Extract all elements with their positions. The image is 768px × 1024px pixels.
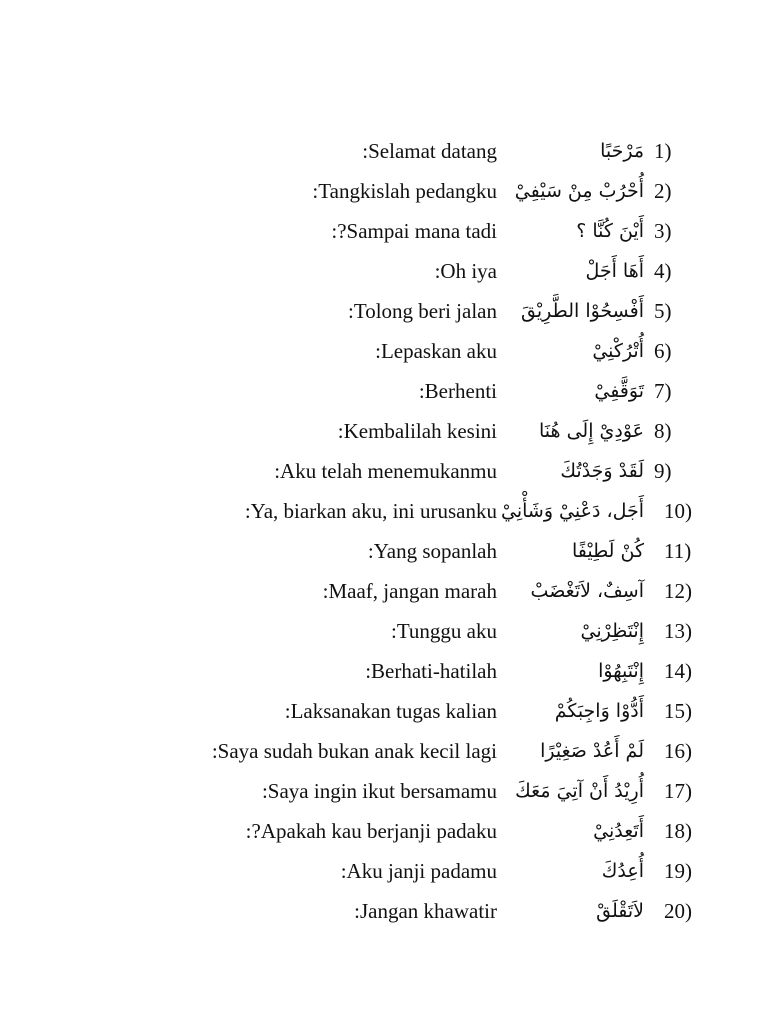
item-number: 19) (664, 859, 692, 883)
arabic-phrase: أَهَا أَجَلْ (585, 260, 644, 282)
item-number: 5) (654, 299, 672, 323)
arabic-phrase: لَمْ أَعُدْ صَغِيْرًا (540, 740, 644, 762)
arabic-phrase: أَفْسِحُوْا الطَّرِيْقَ (521, 300, 644, 322)
phrase-row (0, 257, 768, 297)
indonesian-meaning: :Maaf, jangan marah (322, 579, 497, 603)
arabic-phrase: أُرِيْدُ أَنْ آتِيَ مَعَكَ (515, 780, 644, 802)
arabic-phrase: عَوْدِيْ إِلَى هُنَا (538, 420, 644, 442)
arabic-phrase: لاَتَقْلَقْ (596, 900, 644, 922)
indonesian-meaning: :Aku janji padamu (340, 859, 497, 883)
item-number: 18) (664, 819, 692, 843)
phrase-row (0, 617, 768, 657)
indonesian-meaning: :Yang sopanlah (367, 539, 497, 563)
phrase-row (0, 377, 768, 417)
arabic-phrase: تَوَقَّفِيْ (594, 380, 644, 402)
arabic-phrase: آسِفٌ، لاَتَغْضَبْ (530, 580, 644, 602)
arabic-phrase: أَتَعِدُنِيْ (593, 820, 644, 842)
phrase-row (0, 537, 768, 577)
indonesian-meaning: :Aku telah menemukanmu (274, 459, 497, 483)
indonesian-meaning: :Saya sudah bukan anak kecil lagi (211, 739, 497, 763)
indonesian-meaning: :Tangkislah pedangku (312, 179, 497, 203)
phrase-row (0, 897, 768, 937)
phrase-row (0, 737, 768, 777)
arabic-phrase: إِنْتَبِهُوْا (598, 660, 644, 682)
phrase-row (0, 217, 768, 257)
indonesian-meaning: :Laksanakan tugas kalian (284, 699, 497, 723)
item-number: 2) (654, 179, 672, 203)
indonesian-meaning: :Tolong beri jalan (348, 299, 497, 323)
item-number: 14) (664, 659, 692, 683)
arabic-phrase: أُعِدُكَ (601, 860, 644, 882)
arabic-phrase: أَيْنَ كُنَّا ؟ (576, 220, 644, 242)
item-number: 8) (654, 419, 672, 443)
item-number: 20) (664, 899, 692, 923)
arabic-phrase: أُحْرُبْ مِنْ سَيْفِيْ (514, 180, 644, 202)
indonesian-meaning: :Tunggu aku (391, 619, 497, 643)
arabic-phrase: مَرْحَبًا (600, 140, 644, 162)
arabic-phrase: أُتْرُكْنِيْ (592, 340, 644, 362)
arabic-phrase: أَجَل، دَعْنِيْ وَشَأْنِيْ (500, 500, 644, 522)
arabic-phrase: كُنْ لَطِيْفًا (571, 540, 644, 562)
indonesian-meaning: :?Apakah kau berjanji padaku (245, 819, 497, 843)
item-number: 13) (664, 619, 692, 643)
item-number: 1) (654, 139, 672, 163)
phrase-row (0, 657, 768, 697)
item-number: 10) (664, 499, 692, 523)
indonesian-meaning: :?Sampai mana tadi (331, 219, 497, 243)
indonesian-meaning: :Berhenti (418, 379, 497, 403)
indonesian-meaning: :Kembalilah kesini (337, 419, 497, 443)
arabic-phrase: إِنْتَظِرْنِيْ (580, 620, 644, 642)
indonesian-meaning: :Saya ingin ikut bersamamu (261, 779, 497, 803)
item-number: 15) (664, 699, 692, 723)
phrase-row (0, 577, 768, 617)
item-number: 9) (654, 459, 672, 483)
item-number: 4) (654, 259, 672, 283)
phrase-row (0, 777, 768, 817)
phrase-row (0, 177, 768, 217)
phrase-row (0, 417, 768, 457)
indonesian-meaning: :Ya, biarkan aku, ini urusanku (244, 499, 497, 523)
phrase-row (0, 337, 768, 377)
item-number: 6) (654, 339, 672, 363)
item-number: 7) (654, 379, 672, 403)
indonesian-meaning: :Lepaskan aku (375, 339, 497, 363)
item-number: 11) (664, 539, 692, 563)
indonesian-meaning: :Berhati-hatilah (365, 659, 497, 683)
indonesian-meaning: :Oh iya (434, 259, 497, 283)
indonesian-meaning: :Selamat datang (362, 139, 497, 163)
phrase-row (0, 297, 768, 337)
indonesian-meaning: :Jangan khawatir (354, 899, 497, 923)
phrase-row (0, 457, 768, 497)
arabic-phrase: لَقَدْ وَجَدْتُكَ (560, 460, 644, 482)
phrase-row (0, 817, 768, 857)
phrase-row (0, 137, 768, 177)
phrase-row (0, 497, 768, 537)
phrase-row (0, 857, 768, 897)
phrase-row (0, 697, 768, 737)
item-number: 17) (664, 779, 692, 803)
item-number: 12) (664, 579, 692, 603)
item-number: 3) (654, 219, 672, 243)
item-number: 16) (664, 739, 692, 763)
arabic-phrase: أَدُّوْا وَاجِبَكُمْ (554, 700, 644, 722)
